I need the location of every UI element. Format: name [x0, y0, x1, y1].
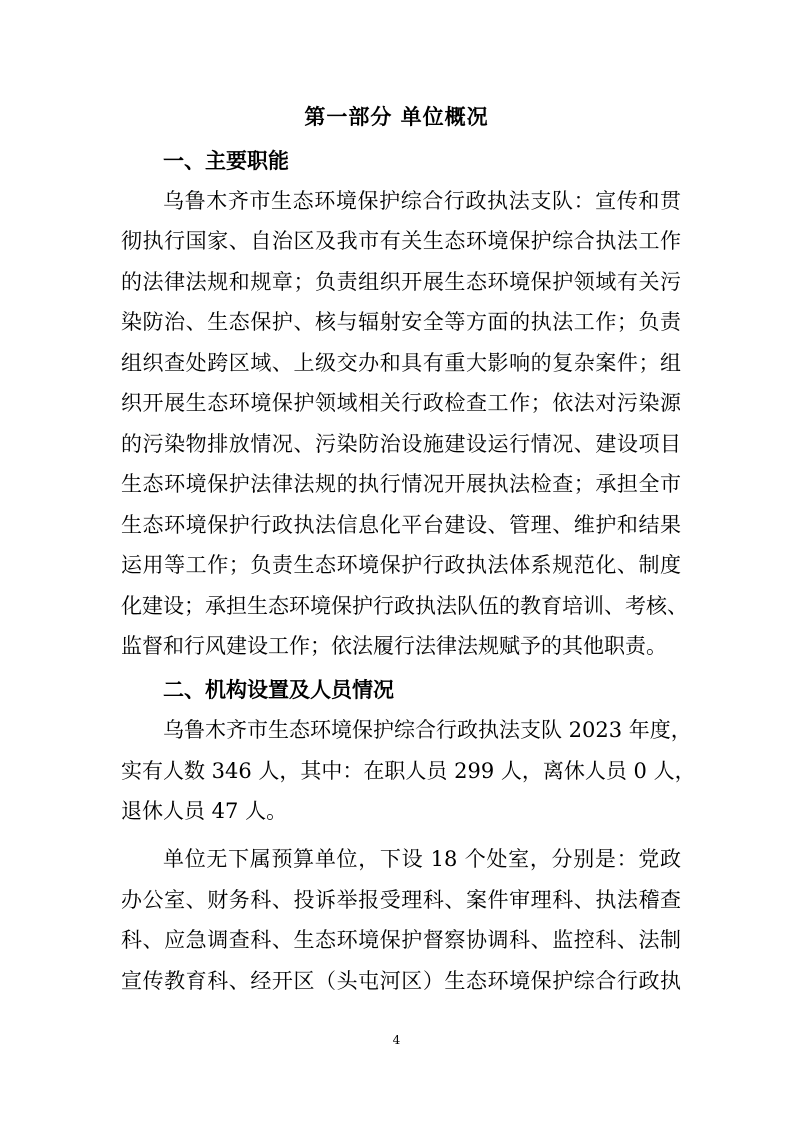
page-title: 第一部分 单位概况	[304, 105, 489, 129]
page-number: 4	[392, 1033, 401, 1047]
paragraph-line: 办公室、财务科、投诉举报受理科、案件审理科、执法稽查	[121, 888, 681, 912]
paragraph-line: 的污染物排放情况、污染防治设施建设运行情况、建设项目	[121, 432, 681, 456]
paragraph-line: 单位无下属预算单位，下设 18 个处室，分别是：党政	[163, 847, 681, 871]
section-heading-organization-staffing: 二、机构设置及人员情况	[163, 678, 394, 702]
paragraph-line: 监督和行风建设工作；依法履行法律法规赋予的其他职责。	[121, 634, 667, 658]
paragraph-line: 染防治、生态保护、核与辐射安全等方面的执法工作；负责	[121, 310, 681, 334]
paragraph-line: 退休人员 47 人。	[121, 799, 288, 823]
paragraph-line: 乌鲁木齐市生态环境保护综合行政执法支队 2023 年度，	[163, 718, 692, 742]
paragraph-line: 生态环境保护行政执法信息化平台建设、管理、维护和结果	[121, 513, 681, 537]
section-heading-main-functions: 一、主要职能	[163, 149, 289, 173]
paragraph-line: 乌鲁木齐市生态环境保护综合行政执法支队：宣传和贯	[163, 189, 681, 213]
paragraph-line: 彻执行国家、自治区及我市有关生态环境保护综合执法工作	[121, 229, 681, 253]
paragraph-line: 的法律法规和规章；负责组织开展生态环境保护领域有关污	[121, 270, 681, 294]
paragraph-line: 实有人数 346 人，其中：在职人员 299 人，离休人员 0 人，	[121, 759, 696, 783]
paragraph-line: 组织查处跨区域、上级交办和具有重大影响的复杂案件；组	[121, 351, 681, 375]
paragraph-line: 宣传教育科、经开区（头屯河区）生态环境保护综合行政执	[121, 969, 681, 993]
paragraph-line: 织开展生态环境保护领域相关行政检查工作；依法对污染源	[121, 391, 681, 415]
paragraph-line: 生态环境保护法律法规的执行情况开展执法检查；承担全市	[121, 472, 681, 496]
paragraph-line: 化建设；承担生态环境保护行政执法队伍的教育培训、考核、	[121, 594, 688, 618]
paragraph-line: 运用等工作；负责生态环境保护行政执法体系规范化、制度	[121, 553, 681, 577]
paragraph-line: 科、应急调查科、生态环境保护督察协调科、监控科、法制	[121, 928, 681, 952]
